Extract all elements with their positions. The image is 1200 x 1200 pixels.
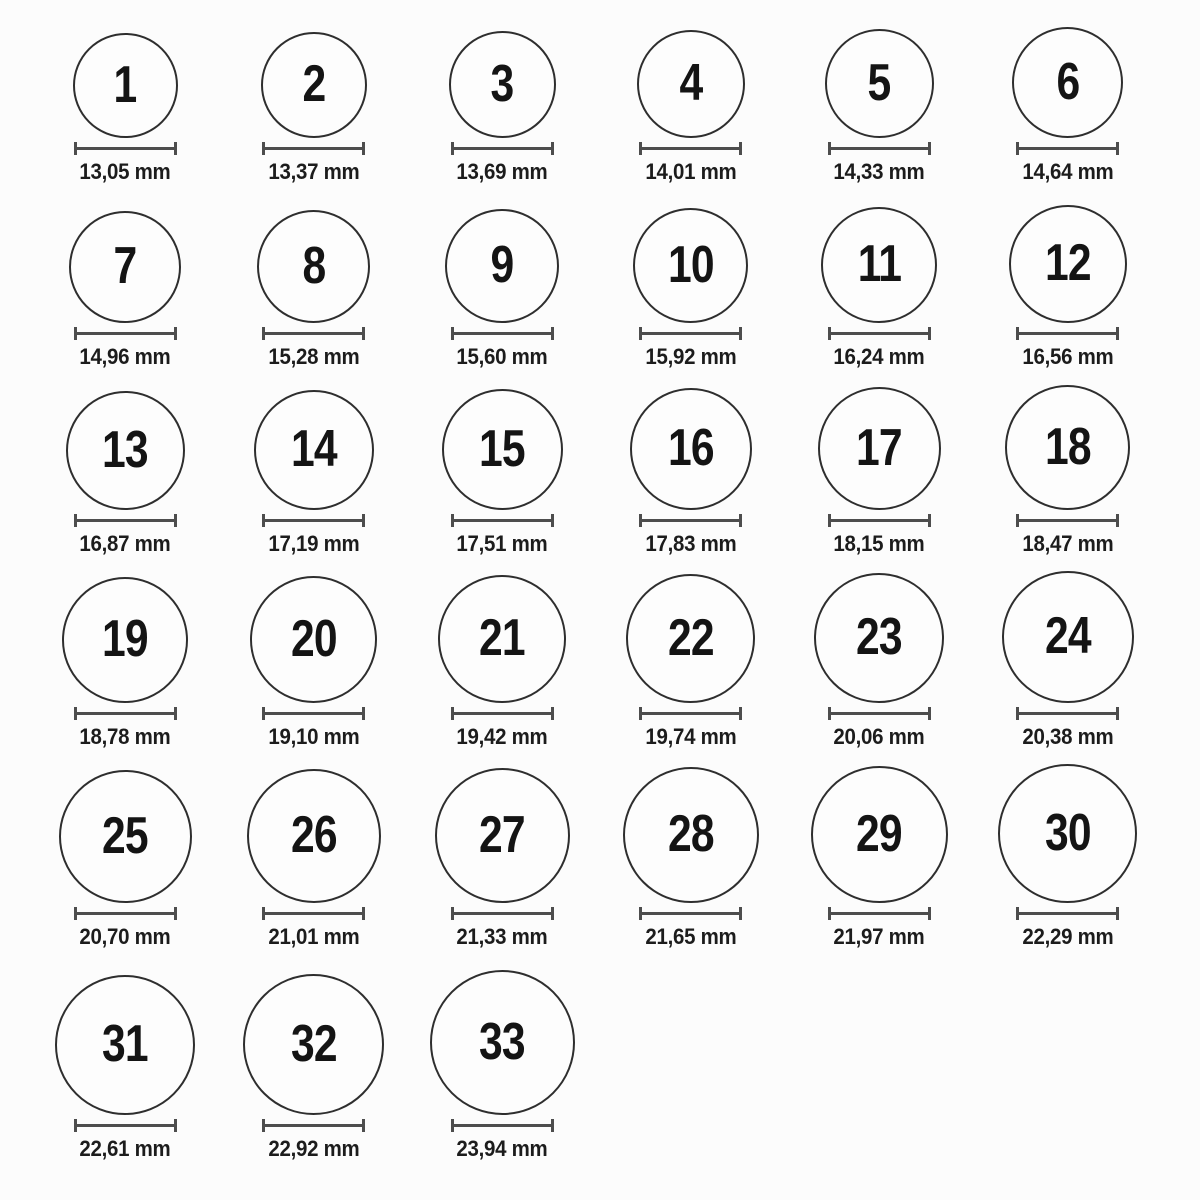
ring-size-cell — [1002, 567, 1134, 760]
measure-bar — [642, 519, 739, 522]
measure-bar — [1019, 519, 1116, 522]
ring-size-number: 2 — [302, 55, 326, 113]
ring-size-number: 28 — [667, 805, 714, 863]
ring-circle — [445, 209, 559, 323]
ring-size-cell — [254, 380, 374, 567]
measure-bar — [642, 147, 739, 150]
ring-circle — [247, 769, 381, 903]
ring-circle — [73, 33, 178, 138]
ring-circle — [637, 30, 745, 138]
measure-bar — [831, 712, 928, 715]
diameter-label: 22,29 mm — [1022, 924, 1114, 949]
diameter-measure-line — [828, 514, 931, 527]
ring-size-number: 4 — [679, 54, 703, 112]
diameter-label: 14,01 mm — [645, 159, 737, 184]
measure-bar — [831, 519, 928, 522]
diameter-label: 20,06 mm — [833, 724, 925, 749]
measure-bar — [454, 712, 551, 715]
ring-size-number: 20 — [290, 609, 337, 668]
ring-circle — [261, 32, 367, 138]
ring-size-cell — [1009, 195, 1127, 380]
measure-bar — [454, 332, 551, 335]
diameter-measure-line — [828, 707, 931, 720]
measure-bar — [831, 147, 928, 150]
ring-size-cell — [435, 760, 570, 960]
measure-bar — [1019, 147, 1116, 150]
ring-size-cell — [59, 760, 192, 960]
ring-size-number: 21 — [479, 609, 526, 667]
ring-size-number: 33 — [479, 1012, 526, 1071]
ring-size-cell — [630, 380, 752, 567]
diameter-label: 16,56 mm — [1022, 344, 1114, 369]
ring-size-number: 18 — [1044, 417, 1091, 476]
measure-bar — [77, 147, 174, 150]
ring-size-number: 10 — [667, 235, 714, 294]
ring-circle — [626, 574, 755, 703]
measure-bar — [831, 332, 928, 335]
ring-circle — [250, 576, 377, 703]
ring-size-cell — [825, 0, 934, 195]
measure-bar — [454, 912, 551, 915]
diameter-measure-line — [828, 142, 931, 155]
ring-size-cell — [55, 960, 195, 1200]
ring-circle — [254, 390, 374, 510]
ring-circle — [62, 577, 188, 703]
measure-bar — [265, 912, 362, 915]
diameter-measure-line — [1016, 142, 1119, 155]
measure-bar — [77, 712, 174, 715]
ring-circle — [438, 575, 566, 703]
diameter-label: 13,69 mm — [456, 159, 548, 184]
measure-bar — [77, 519, 174, 522]
ring-size-cell — [261, 0, 367, 195]
diameter-label: 15,92 mm — [645, 344, 737, 369]
ring-size-cell — [814, 567, 944, 760]
ring-size-cell — [66, 380, 185, 567]
ring-size-number: 22 — [667, 608, 714, 667]
measure-bar — [1019, 712, 1116, 715]
diameter-label: 21,33 mm — [456, 924, 548, 949]
diameter-label: 20,70 mm — [79, 924, 171, 949]
diameter-measure-line — [639, 707, 742, 720]
ring-size-number: 16 — [667, 419, 714, 477]
ring-circle — [257, 210, 370, 323]
diameter-label: 14,64 mm — [1022, 159, 1114, 184]
diameter-measure-line — [451, 1119, 554, 1132]
ring-size-number: 26 — [290, 806, 337, 864]
ring-circle — [1002, 571, 1134, 703]
diameter-measure-line — [74, 1119, 177, 1132]
diameter-label: 19,42 mm — [456, 724, 548, 749]
diameter-measure-line — [639, 514, 742, 527]
ring-size-cell — [442, 380, 563, 567]
ring-size-number: 13 — [102, 420, 149, 479]
ring-size-cell — [637, 0, 745, 195]
ring-circle — [55, 975, 195, 1115]
ring-size-number: 30 — [1044, 803, 1091, 862]
measure-bar — [77, 332, 174, 335]
diameter-label: 18,15 mm — [833, 531, 925, 556]
ring-size-cell — [438, 567, 566, 760]
diameter-measure-line — [639, 327, 742, 340]
diameter-measure-line — [451, 707, 554, 720]
diameter-label: 22,61 mm — [79, 1136, 171, 1161]
ring-size-number: 24 — [1044, 607, 1091, 665]
diameter-measure-line — [451, 514, 554, 527]
diameter-measure-line — [451, 327, 554, 340]
ring-size-cell — [445, 195, 559, 380]
measure-bar — [454, 147, 551, 150]
diameter-label: 21,01 mm — [268, 924, 360, 949]
measure-bar — [1019, 912, 1116, 915]
diameter-label: 15,28 mm — [268, 344, 360, 369]
diameter-measure-line — [639, 142, 742, 155]
ring-circle — [435, 768, 570, 903]
diameter-measure-line — [828, 907, 931, 920]
ring-size-cell — [430, 960, 575, 1200]
ring-size-number: 11 — [857, 235, 901, 293]
ring-size-cell — [1005, 380, 1130, 567]
ring-size-cell — [243, 960, 384, 1200]
ring-circle — [69, 211, 181, 323]
diameter-measure-line — [74, 907, 177, 920]
ring-size-cell — [1012, 0, 1123, 195]
diameter-label: 14,33 mm — [833, 159, 925, 184]
measure-bar — [642, 912, 739, 915]
ring-size-cell — [998, 760, 1137, 960]
diameter-label: 17,19 mm — [268, 531, 360, 556]
ring-circle — [821, 207, 937, 323]
diameter-label: 17,83 mm — [645, 531, 737, 556]
diameter-label: 19,74 mm — [645, 724, 737, 749]
ring-size-number: 19 — [102, 610, 149, 668]
diameter-label: 16,24 mm — [833, 344, 925, 369]
ring-circle — [825, 29, 934, 138]
diameter-measure-line — [74, 327, 177, 340]
measure-bar — [642, 332, 739, 335]
diameter-measure-line — [74, 707, 177, 720]
diameter-label: 13,37 mm — [268, 159, 360, 184]
diameter-label: 18,47 mm — [1022, 531, 1114, 556]
diameter-label: 23,94 mm — [456, 1136, 548, 1161]
diameter-label: 13,05 mm — [79, 159, 171, 184]
diameter-label: 14,96 mm — [79, 344, 171, 369]
ring-circle — [998, 764, 1137, 903]
ring-size-number: 3 — [490, 54, 514, 113]
diameter-measure-line — [262, 327, 365, 340]
diameter-label: 16,87 mm — [79, 531, 171, 556]
measure-bar — [642, 712, 739, 715]
ring-size-number: 32 — [290, 1014, 337, 1073]
diameter-label: 15,60 mm — [456, 344, 548, 369]
ring-size-number: 31 — [102, 1015, 149, 1073]
ring-size-cell — [62, 567, 188, 760]
diameter-measure-line — [828, 327, 931, 340]
diameter-label: 19,10 mm — [268, 724, 360, 749]
ring-size-cell — [250, 567, 377, 760]
diameter-label: 17,51 mm — [456, 531, 548, 556]
measure-bar — [77, 912, 174, 915]
diameter-measure-line — [1016, 707, 1119, 720]
ring-size-cell — [257, 195, 370, 380]
ring-circle — [1005, 385, 1130, 510]
ring-size-cell — [633, 195, 748, 380]
ring-size-number: 15 — [479, 419, 526, 478]
measure-bar — [1019, 332, 1116, 335]
measure-bar — [831, 912, 928, 915]
ring-size-number: 5 — [867, 53, 891, 112]
diameter-label: 20,38 mm — [1022, 724, 1114, 749]
ring-size-cell — [69, 195, 181, 380]
measure-bar — [265, 519, 362, 522]
measure-bar — [265, 147, 362, 150]
diameter-label: 21,97 mm — [833, 924, 925, 949]
ring-circle — [1009, 205, 1127, 323]
ring-circle — [243, 974, 384, 1115]
ring-size-cell — [449, 0, 556, 195]
ring-circle — [66, 391, 185, 510]
ring-size-cell — [73, 0, 178, 195]
ring-circle — [430, 970, 575, 1115]
measure-bar — [454, 519, 551, 522]
diameter-label: 18,78 mm — [79, 724, 171, 749]
ring-size-number: 25 — [102, 806, 149, 865]
ring-circle — [59, 770, 192, 903]
ring-size-number: 23 — [856, 608, 903, 666]
diameter-measure-line — [451, 142, 554, 155]
ring-circle — [633, 208, 748, 323]
diameter-measure-line — [262, 514, 365, 527]
diameter-label: 21,65 mm — [645, 924, 737, 949]
diameter-measure-line — [262, 1119, 365, 1132]
ring-circle — [1012, 27, 1123, 138]
ring-size-cell — [623, 760, 759, 960]
ring-size-number: 1 — [113, 55, 137, 114]
ring-size-number: 9 — [490, 236, 514, 294]
diameter-measure-line — [74, 142, 177, 155]
diameter-measure-line — [451, 907, 554, 920]
ring-size-number: 6 — [1056, 52, 1080, 111]
measure-bar — [77, 1124, 174, 1127]
diameter-measure-line — [262, 907, 365, 920]
ring-size-cell — [247, 760, 381, 960]
diameter-measure-line — [1016, 514, 1119, 527]
ring-circle — [449, 31, 556, 138]
ring-size-number: 12 — [1044, 234, 1091, 292]
ring-circle — [814, 573, 944, 703]
ring-size-cell — [818, 380, 941, 567]
ring-circle — [442, 389, 563, 510]
diameter-measure-line — [639, 907, 742, 920]
diameter-measure-line — [262, 142, 365, 155]
measure-bar — [265, 712, 362, 715]
measure-bar — [265, 332, 362, 335]
ring-size-number: 8 — [302, 236, 326, 295]
ring-circle — [630, 388, 752, 510]
diameter-measure-line — [262, 707, 365, 720]
diameter-measure-line — [1016, 327, 1119, 340]
ring-size-number: 14 — [290, 420, 337, 478]
measure-bar — [454, 1124, 551, 1127]
ring-size-cell — [821, 195, 937, 380]
ring-size-number: 29 — [856, 804, 903, 863]
ring-circle — [623, 767, 759, 903]
ring-size-cell — [626, 567, 755, 760]
diameter-measure-line — [74, 514, 177, 527]
ring-circle — [818, 387, 941, 510]
measure-bar — [265, 1124, 362, 1127]
ring-size-number: 7 — [113, 237, 137, 295]
ring-size-number: 27 — [479, 805, 526, 864]
ring-circle — [811, 766, 948, 903]
ring-size-cell — [811, 760, 948, 960]
diameter-label: 22,92 mm — [268, 1136, 360, 1161]
ring-size-number: 17 — [856, 418, 903, 477]
diameter-measure-line — [1016, 907, 1119, 920]
